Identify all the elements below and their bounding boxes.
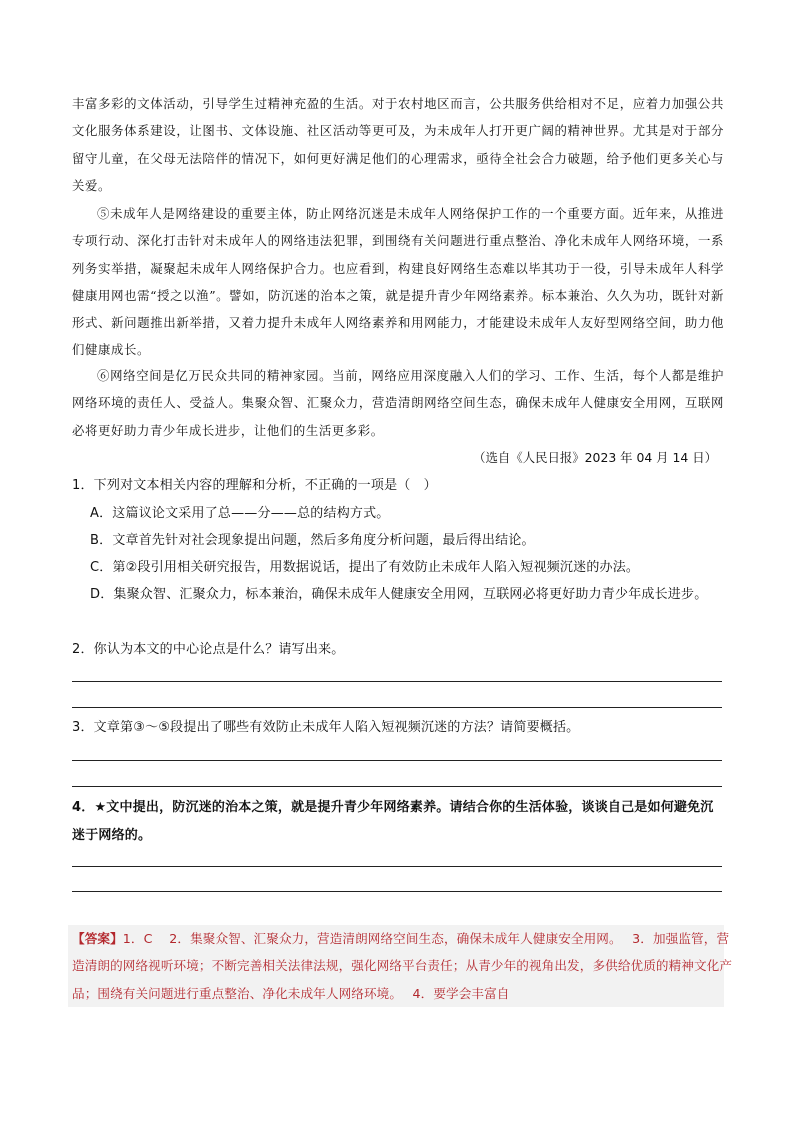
answer-section (72, 925, 736, 1007)
answer-tag: 【答案】 (72, 931, 123, 946)
question-1-stem: 1．下列对文本相关内容的理解和分析，不正确的一项是（ ） (72, 478, 437, 493)
answer-line (72, 681, 722, 682)
question-1-option-d: D．集聚众智、汇聚众力，标本兼治，确保未成年人健康安全用网，互联网必将更好助力青少年成长进步。 (90, 587, 708, 602)
answer-line (72, 760, 722, 761)
question-1-option-a: A．这篇议论文采用了总——分——总的结构方式。 (90, 506, 390, 521)
question-1-option-c: C．第②段引用相关研究报告，用数据说话，提出了有效防止未成年人陷入短视频沉迷的办法。 (90, 560, 640, 575)
article-paragraph-5: ⑤未成年人是网络建设的重要主体，防止网络沉迷是未成年人网络保护工作的一个重要方面。近年来，从推进专项行动、深化打击针对未成年人的网络违法犯罪，到围绕有关问题进行重点整治、净化未成年人网络环境，一系列务实举措，凝聚起未成年人网络保护合力。也应看到，构建良好网络生态难以毕其功于一役，引导未成年人科学健康用网也需“授之以渔”。譬如，防沉迷的治本之策，就是提升青少年网络素养。标本兼治、久久为功，既针对新形式、新问题推出新举措，又着力提升未成年人网络素养和用网能力，才能建设未成年人友好型网络空间，助力他们健康成长。 (72, 206, 724, 358)
question-4-stem: 4．★文中提出，防沉迷的治本之策，就是提升青少年网络素养。请结合你的生活体验，谈谈自己是如何避免沉迷于网络的。 (72, 800, 714, 843)
question-1-option-b: B．文章首先针对社会现象提出问题，然后多角度分析问题，最后得出结论。 (90, 533, 535, 548)
answer-line (72, 891, 722, 892)
answer-line (72, 866, 722, 867)
article-paragraph-4-tail: 丰富多彩的文体活动，引导学生过精神充盈的生活。对于农村地区而言，公共服务供给相对不足，应着力加强公共文化服务体系建设，让图书、文体设施、社区活动等更可及，为未成年人打开更广阔的精神世界。尤其是对于部分留守儿童，在父母无法陪伴的情况下，如何更好满足他们的心理需求，亟待全社会合力破题，给予他们更多关心与关爱。 (72, 96, 724, 193)
article-source: （选自《人民日报》2023 年 04 月 14 日） (473, 450, 717, 465)
article-paragraph-6: ⑥网络空间是亿万民众共同的精神家园。当前，网络应用深度融入人们的学习、工作、生活，每个人都是维护网络环境的责任人、受益人。集聚众智、汇聚众力，营造清朗网络空间生态，确保未成年人健康安全用网，互联网必将更好助力青少年成长进步，让他们的生活更多彩。 (72, 368, 724, 438)
answer-body: 1．C 2．集聚众智、汇聚众力，营造清朗网络空间生态，确保未成年人健康安全用网。 3．加强监管，营造清朗的网络视听环境；不断完善相关法律法规，强化网络平台责任；从青少年的视角出发，多供给优质的精神文化产品；围绕有关问题进行重点整治、净化未成年人网络环境。 4．要学会丰富自 (72, 931, 733, 1001)
question-3-stem: 3．文章第③～⑤段提出了哪些有效防止未成年人陷入短视频沉迷的方法？请简要概括。 (72, 720, 580, 735)
question-2-stem: 2．你认为本文的中心论点是什么？请写出来。 (72, 642, 345, 657)
answer-line (72, 707, 722, 708)
answer-line (72, 786, 722, 787)
